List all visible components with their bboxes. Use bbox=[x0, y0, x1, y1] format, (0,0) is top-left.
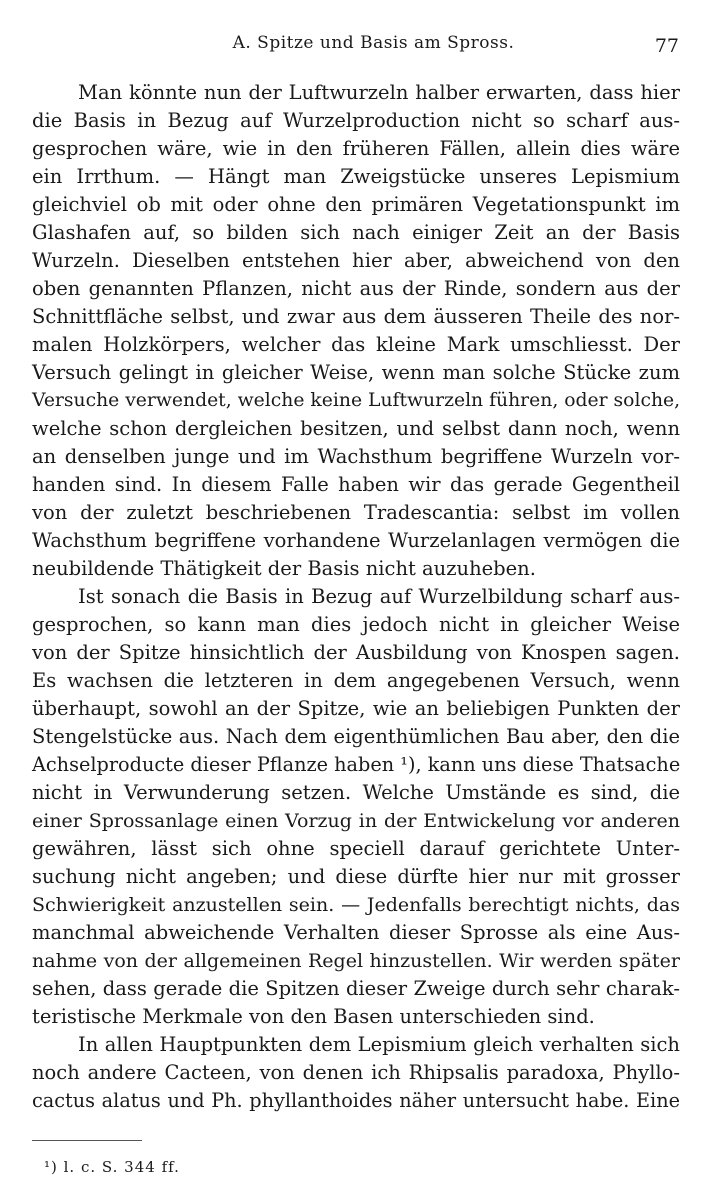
text-line: Schnittfläche selbst, und zwar aus dem äusseren Theile des nor- bbox=[32, 305, 680, 328]
text-line: die Basis in Bezug auf Wurzelproduction nicht so scharf aus- bbox=[32, 109, 680, 132]
text-line: teristische Merkmale von den Basen unterschieden sind. bbox=[32, 1005, 595, 1028]
text-line: cactus alatus und Ph. phyllanthoides näher untersucht habe. Eine bbox=[32, 1089, 680, 1112]
text-line: von der Spitze hinsichtlich der Ausbildung von Knospen sagen. bbox=[32, 641, 680, 664]
text-line: gesprochen wäre, wie in den früheren Fällen, allein dies wäre bbox=[32, 137, 680, 160]
text-line: Schwierigkeit anzustellen sein. — Jedenfalls berechtigt nichts, das bbox=[32, 894, 680, 916]
text-line: ein Irrthum. — Hängt man Zweigstücke unseres Lepismium bbox=[32, 165, 680, 188]
text-line: welche schon dergleichen besitzen, und selbst dann noch, wenn bbox=[32, 417, 680, 440]
text-line: suchung nicht angeben; und diese dürfte hier nur mit grosser bbox=[32, 865, 680, 888]
text-line: sehen, dass gerade die Spitzen dieser Zweige durch sehr charak- bbox=[32, 977, 680, 1000]
text-line: Ist sonach die Basis in Bezug auf Wurzelbildung scharf aus- bbox=[78, 585, 680, 608]
text-line: nahme von der allgemeinen Regel hinzustellen. Wir werden später bbox=[32, 950, 680, 972]
text-line: handen sind. In diesem Falle haben wir das gerade Gegentheil bbox=[32, 473, 680, 496]
text-line: gesprochen, so kann man dies jedoch nicht in gleicher Weise bbox=[32, 613, 680, 636]
text-line: gewähren, lässt sich ohne speciell darauf gerichtete Unter- bbox=[32, 837, 680, 860]
text-line: an denselben junge und im Wachsthum begriffene Wurzeln vor- bbox=[32, 445, 680, 468]
text-line: gleichviel ob mit oder ohne den primären Vegetationspunkt im bbox=[32, 193, 680, 216]
text-line: malen Holzkörpers, welcher das kleine Mark umschliesst. Der bbox=[32, 333, 680, 356]
text-line: überhaupt, sowohl an der Spitze, wie an beliebigen Punkten der bbox=[32, 697, 680, 720]
text-line: Man könnte nun der Luftwurzeln halber erwarten, dass hier bbox=[78, 81, 680, 104]
text-line: Es wachsen die letzteren in dem angegebenen Versuch, wenn bbox=[32, 669, 680, 692]
running-title: A. Spitze und Basis am Spross. bbox=[232, 33, 515, 53]
text-line: neubildende Thätigkeit der Basis nicht auzuheben. bbox=[32, 557, 536, 580]
text-line: Glashafen auf, so bilden sich nach einiger Zeit an der Basis bbox=[32, 221, 680, 244]
text-line: manchmal abweichende Verhalten dieser Sprosse als eine Aus- bbox=[32, 921, 680, 944]
page-header bbox=[0, 33, 707, 57]
text-line: nicht in Verwunderung setzen. Welche Umstände es sind, die bbox=[32, 781, 680, 804]
text-line: Stengelstücke aus. Nach dem eigenthümlichen Bau aber, den die bbox=[32, 725, 680, 748]
body-text bbox=[32, 79, 680, 1115]
footnote-divider bbox=[32, 1140, 142, 1141]
text-line: Versuch gelingt in gleicher Weise, wenn man solche Stücke zum bbox=[32, 361, 680, 384]
footnote: ¹) l. c. S. 344 ff. bbox=[44, 1158, 180, 1176]
text-line: von der zuletzt beschriebenen Tradescantia: selbst im vollen bbox=[32, 501, 680, 524]
text-line: oben genannten Pflanzen, nicht aus der Rinde, sondern aus der bbox=[32, 277, 680, 300]
text-line: Achselproducte dieser Pflanze haben ¹), kann uns diese Thatsache bbox=[32, 753, 681, 776]
text-line: Wurzeln. Dieselben entstehen hier aber, abweichend von den bbox=[32, 249, 680, 272]
page-number: 77 bbox=[654, 35, 679, 57]
text-line: Versuche verwendet, welche keine Luftwurzeln führen, oder solche, bbox=[32, 390, 681, 411]
text-line: einer Sprossanlage einen Vorzug in der Entwickelung vor anderen bbox=[32, 810, 680, 832]
text-line: noch andere Cacteen, von denen ich Rhipsalis paradoxa, Phyllo- bbox=[32, 1061, 680, 1084]
text-line: Wachsthum begriffene vorhandene Wurzelanlagen vermögen die bbox=[32, 529, 680, 552]
text-line: In allen Hauptpunkten dem Lepismium gleich verhalten sich bbox=[78, 1033, 680, 1056]
